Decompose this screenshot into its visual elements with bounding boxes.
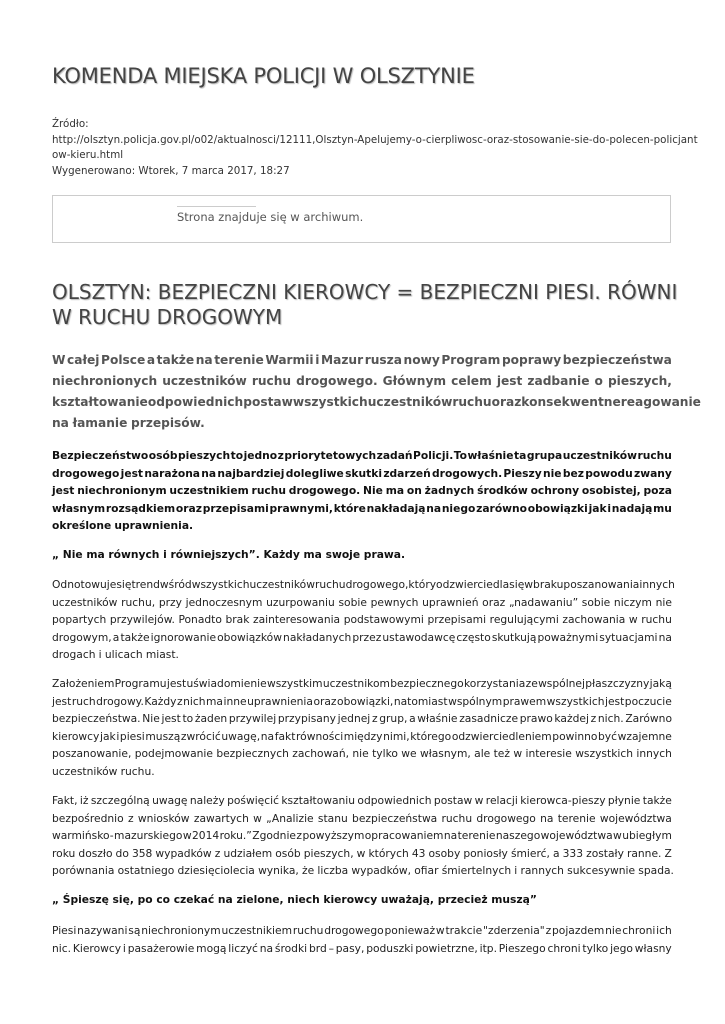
para2-line: popartych przywilejów. Ponadto brak zainteresowania podstawowymi przepisami regulującymi zachowania w ruchu [52,613,672,626]
para4-line: porównania ostatniego dziesięciolecia wynika, że liczba wypadków, ofiar śmiertelnych i rannych sukcesywnie spada. [52,864,674,877]
paragraph-3 [52,675,672,780]
para5-line: nic. Kierowcy i pasażerowie mogą liczyć na środki brd – pasy, poduszki powietrzne, itp. Pieszego chroni tylko jego własny [52,941,672,955]
para3-line: kierowcy jak i piesi muszą zwrócić uwagę, na fakt równości między nimi, którego odzwierciedleniem powinno być wzajemne [52,729,672,743]
para2-line: uczestników ruchu, przy jednoczesnym uzurpowaniu sobie pewnych uprawnień oraz „nadawaniu” sobie niczym nie [52,595,672,609]
paragraph-4 [52,792,672,880]
para1-line: Bezpieczeństwo osób pieszych to jedno z priorytetowych zadań Policji. To właśnie ta grupa uczestników ruchu [52,449,672,462]
para3-line: Założeniem Programu jest uświadomienie wszystkim uczestnikom bezpiecznego korzystania ze wspólnej płaszczyzny jaką [52,677,672,690]
archive-notice-box [52,195,671,243]
subheading-2: „ Śpieszę się, po co czekać na zielone, niech kierowcy uważają, przecież muszą” [52,893,537,906]
article-title [52,280,677,330]
para1-line: własnym rozsądkiem oraz przepisami prawnymi, które nakładają na niego zarówno obowiązki jak i nadają mu [52,501,672,515]
para1-line: jest niechronionym uczestnikiem ruchu drogowego. Nie ma on żadnych środków ochrony osobistej, poza [52,484,672,497]
article-title-line-1: OLSZTYN: BEZPIECZNI KIEROWCY = BEZPIECZNI PIESI. RÓWNI [52,280,678,304]
para4-line: warmińsko- mazurskiego w 2014 roku.” Zgodnie z powyższym opracowaniem na terenie naszego województwa w ubiegłym [52,829,672,842]
para1-line: określone uprawnienia. [52,519,194,532]
para4-line: Fakt, iż szczególną uwagę należy poświęcić kształtowaniu odpowiednich postaw w relacji kierowca-pieszy płynie także [52,794,672,807]
source-label: Źródło: [52,118,89,130]
para2-line: drogach i ulicach miast. [52,648,179,661]
source-url-line-1: http://olsztyn.policja.gov.pl/o02/aktualnosci/12111,Olsztyn-Apelujemy-o-cierpliwosc-oraz-stosowanie-sie-do-polecen-policjant [52,133,698,146]
lead-line: na łamanie przepisów. [52,416,205,430]
generated-date: Wygenerowano: Wtorek, 7 marca 2017, 18:27 [52,164,290,177]
para4-line: roku doszło do 358 wypadków z udziałem osób pieszych, w których 43 osoby poniosły śmierć, a 333 zostały ranne. Z [52,846,672,860]
lead-line: kształtowanie odpowiednich postaw wszystkich uczestników ruchu oraz konsekwentne reagowanie [52,395,701,409]
paragraph-1 [52,447,672,535]
para5-line: Piesi nazywani są niechronionym uczestnikiem ruchu drogowego ponieważ w trakcie "zderzenia" z pojazdem nie chroni ich [52,924,672,937]
para1-line: drogowego jest narażona na najbardziej dolegliwe skutki zdarzeń drogowych. Pieszy nie bez powodu zwany [52,466,672,480]
archive-divider [177,206,256,207]
para3-line: uczestników ruchu. [52,764,155,778]
para3-line: jest ruch drogowy. Każdy z nich ma inne uprawnienia oraz obowiązki, natomiast wspólnym prawem wszystkich jest poczucie [52,694,672,708]
lead-line: W całej Polsce a także na terenie Warmii i Mazur rusza nowy Program poprawy bezpieczeństwa [52,353,672,367]
source-meta [52,117,698,179]
lead-line: niechronionych uczestników ruchu drogowego. Głównym celem jest zadbanie o pieszych, [52,374,672,388]
para2-line: Odnotowuje się trend wśród wszystkich uczestników ruchu drogowego, który odzwierciedla się w braku poszanowania innych [52,578,675,591]
source-url-line-2: ow-kieru.html [52,149,124,161]
paragraph-2 [52,576,675,664]
para3-line: bezpieczeństwa. Nie jest to żaden przywilej przypisany jednej z grup, a właśnie zasadnicze prawo każdej z nich. Zarówno [52,712,672,725]
para2-line: drogowym, a także ignorowanie obowiązków nakładanych przez ustawodawcę często skutkują poważnymi sytuacjami na [52,630,672,644]
site-title: KOMENDA MIEJSKA POLICJI W OLSZTYNIE [52,64,475,88]
para4-line: bezpośrednio z wniosków zawartych w „Analizie stanu bezpieczeństwa ruchu drogowego na terenie województwa [52,811,672,825]
paragraph-5 [52,922,672,957]
subheading-1: „ Nie ma równych i równiejszych”. Każdy ma swoje prawa. [52,548,406,561]
para3-line: poszanowanie, podejmowanie bezpiecznych zachowań, nie tylko we własnym, ale też w interesie wszystkich innych [52,747,672,760]
article-lead [52,350,701,434]
article-title-line-2: W RUCHU DROGOWYM [52,305,283,329]
archive-notice: Strona znajduje się w archiwum. [177,210,364,224]
